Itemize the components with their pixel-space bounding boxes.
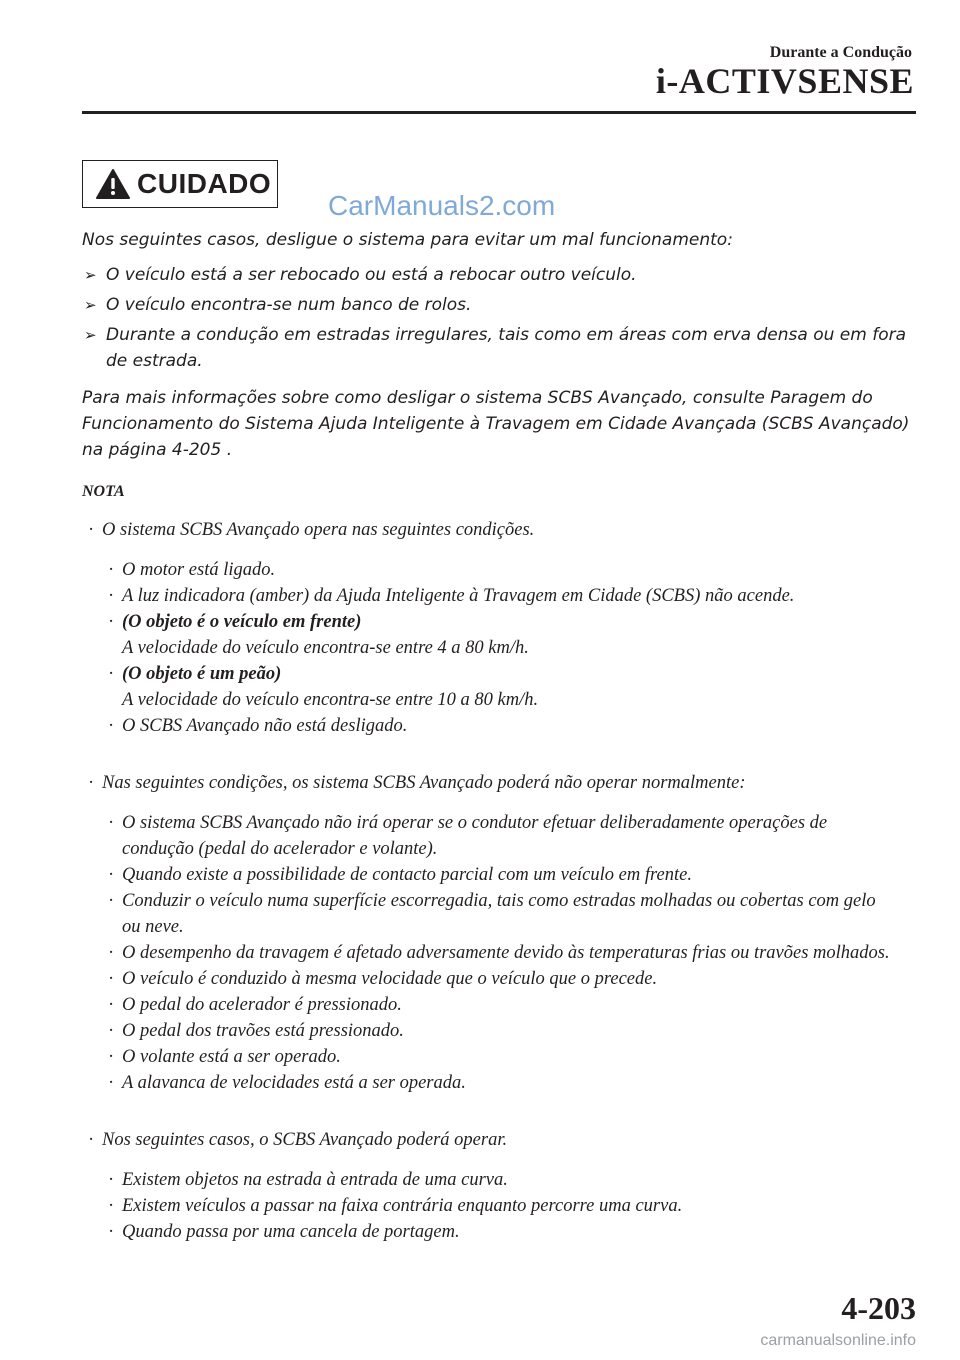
- bullet-dot: ·: [88, 520, 95, 540]
- bullet-dot: ·: [108, 891, 115, 911]
- note-list-3: [88, 1127, 918, 1153]
- note-subitem: · (O objeto é o veículo em frente) A velocidade do veículo encontra-se entre 4 a 80 km/h.: [108, 609, 898, 661]
- caution-item: ➢ O veículo encontra-se num banco de rolos.: [82, 292, 912, 318]
- note-subitem: · A alavanca de velocidades está a ser operada.: [108, 1070, 898, 1096]
- chapter-title: i-ACTIVSENSE: [655, 61, 914, 101]
- note-subitem: · O pedal dos travões está pressionado.: [108, 1018, 898, 1044]
- note-subitem: · O SCBS Avançado não está desligado.: [108, 713, 898, 739]
- note-list-2: [88, 770, 918, 796]
- note-subitem: · Quando passa por uma cancela de portagem.: [108, 1219, 898, 1245]
- section-title: Durante a Condução: [769, 44, 912, 61]
- caution-list: [82, 262, 912, 378]
- watermark-link-bottom[interactable]: carmanualsonline.info: [760, 1332, 916, 1349]
- arrow-bullet-icon: ➢: [84, 296, 97, 314]
- note-list-1: [88, 517, 918, 543]
- bullet-dot: ·: [108, 586, 115, 606]
- note-subitem: · Existem veículos a passar na faixa contrária enquanto percorre uma curva.: [108, 1193, 898, 1219]
- note-subitem: · Existem objetos na estrada à entrada de uma curva.: [108, 1167, 898, 1193]
- page-number: 4-203: [841, 1290, 916, 1326]
- caution-intro: Nos seguintes casos, desligue o sistema para evitar um mal funcionamento:: [82, 230, 733, 250]
- arrow-bullet-icon: ➢: [84, 266, 97, 284]
- note-subitem: · O motor está ligado.: [108, 557, 898, 583]
- caution-more-info: Para mais informações sobre como desligar o sistema SCBS Avançado, consulte Paragem do Funcionamento do Sistema Ajuda Inteligente à Travagem em Cidade Avançada (SCBS Avançado) na página 4-205 .: [82, 388, 910, 460]
- bullet-dot: ·: [108, 1073, 115, 1093]
- note-subitem: · O pedal do acelerador é pressionado.: [108, 992, 898, 1018]
- bullet-dot: ·: [108, 560, 115, 580]
- note-title: NOTA: [82, 483, 125, 500]
- note-subitem: · O sistema SCBS Avançado não irá operar se o condutor efetuar deliberadamente operações de condução (pedal do acelerador e volante).: [108, 810, 898, 862]
- bullet-dot: ·: [108, 1196, 115, 1216]
- bullet-dot: ·: [88, 773, 95, 793]
- note-subitem: · O desempenho da travagem é afetado adversamente devido às temperaturas frias ou travões molhados.: [108, 940, 898, 966]
- caution-item: ➢ O veículo está a ser rebocado ou está a rebocar outro veículo.: [82, 262, 912, 288]
- caution-item: ➢ Durante a condução em estradas irregulares, tais como em áreas com erva densa ou em fora de estrada.: [82, 322, 912, 374]
- note-subitem: · O volante está a ser operado.: [108, 1044, 898, 1070]
- note-subitem: · O veículo é conduzido à mesma velocidade que o veículo que o precede.: [108, 966, 898, 992]
- bullet-dot: ·: [108, 1021, 115, 1041]
- note-subitem: · Conduzir o veículo numa superfície escorregadia, tais como estradas molhadas ou cobertas com gelo ou neve.: [108, 888, 898, 940]
- note-subitem: · A luz indicadora (amber) da Ajuda Inteligente à Travagem em Cidade (SCBS) não acende.: [108, 583, 898, 609]
- caution-banner: [82, 160, 278, 208]
- bullet-dot: ·: [108, 995, 115, 1015]
- bullet-dot: ·: [108, 969, 115, 989]
- header-divider: [82, 111, 916, 114]
- arrow-bullet-icon: ➢: [84, 326, 97, 344]
- note-item: · Nos seguintes casos, o SCBS Avançado poderá operar.: [88, 1127, 918, 1153]
- bullet-dot: ·: [108, 664, 115, 684]
- caution-label: CUIDADO: [137, 168, 272, 199]
- note-subitem: · (O objeto é um peão) A velocidade do veículo encontra-se entre 10 a 80 km/h.: [108, 661, 898, 713]
- note-subitem: · Quando existe a possibilidade de contacto parcial com um veículo em frente.: [108, 862, 898, 888]
- watermark-link-top[interactable]: CarManuals2.com: [328, 190, 556, 221]
- bullet-dot: ·: [108, 1047, 115, 1067]
- bullet-dot: ·: [108, 716, 115, 736]
- bullet-dot: ·: [108, 865, 115, 885]
- bullet-dot: ·: [108, 943, 115, 963]
- bullet-dot: ·: [108, 1222, 115, 1242]
- note-sublist-3: [108, 1167, 898, 1245]
- bullet-dot: ·: [108, 1170, 115, 1190]
- note-sublist-1: [108, 557, 898, 739]
- bullet-dot: ·: [88, 1130, 95, 1150]
- note-sublist-2: [108, 810, 898, 1096]
- note-item: · O sistema SCBS Avançado opera nas seguintes condições.: [88, 517, 918, 543]
- bullet-dot: ·: [108, 612, 115, 632]
- note-item: · Nas seguintes condições, os sistema SCBS Avançado poderá não operar normalmente:: [88, 770, 918, 796]
- bullet-dot: ·: [108, 813, 115, 833]
- warning-triangle-icon: [95, 168, 131, 200]
